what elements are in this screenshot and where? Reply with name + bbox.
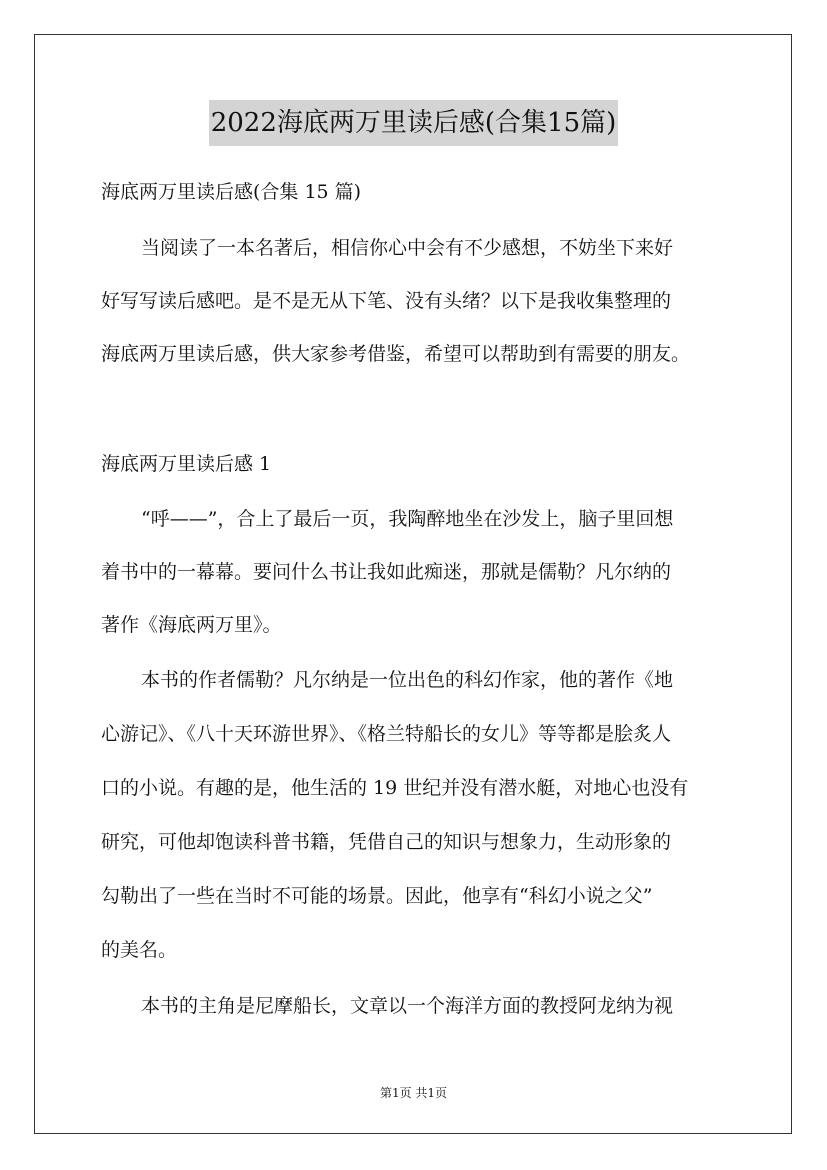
intro-line-2: 好写写读后感吧。是不是无从下笔、没有头绪？以下是我收集整理的 — [101, 290, 672, 312]
page-footer: 第1页 共1页 — [379, 1086, 448, 1100]
para2-line-6: 的美名。 — [101, 939, 178, 961]
section-heading: 海底两万里读后感 1 — [101, 453, 272, 475]
para2-line-2: 心游记》、《八十天环游世界》、《格兰特船长的女儿》等等都是脍炙人 — [101, 723, 672, 745]
para2-line-3: 口的小说。有趣的是，他生活的 19 世纪并没有潜水艇，对地心也没有 — [101, 777, 689, 799]
para2-line-4: 研究，可他却饱读科普书籍，凭借自己的知识与想象力，生动形象的 — [101, 831, 672, 853]
para2-line-5: 勾勒出了一些在当时不可能的场景。因此，他享有“科幻小说之父” — [101, 885, 653, 907]
document-title-text: 2022海底两万里读后感(合集15篇) — [209, 100, 619, 146]
para1-line-1: “呼——”，合上了最后一页，我陶醉地坐在沙发上，脑子里回想 — [141, 508, 674, 530]
document-subtitle: 海底两万里读后感(合集 15 篇) — [101, 181, 362, 203]
intro-line-1: 当阅读了一本名著后，相信你心中会有不少感想，不妨坐下来好 — [141, 237, 674, 259]
document-title — [0, 100, 827, 146]
para2-line-1: 本书的作者儒勒？凡尔纳是一位出色的科幻作家，他的著作《地 — [141, 669, 674, 691]
intro-line-3: 海底两万里读后感，供大家参考借鉴，希望可以帮助到有需要的朋友。 — [101, 343, 691, 365]
para1-line-2: 着书中的一幕幕。要问什么书让我如此痴迷，那就是儒勒？凡尔纳的 — [101, 561, 672, 583]
para3-line-1: 本书的主角是尼摩船长，文章以一个海洋方面的教授阿龙纳为视 — [141, 995, 674, 1017]
para1-line-3: 著作《海底两万里》。 — [101, 614, 282, 636]
